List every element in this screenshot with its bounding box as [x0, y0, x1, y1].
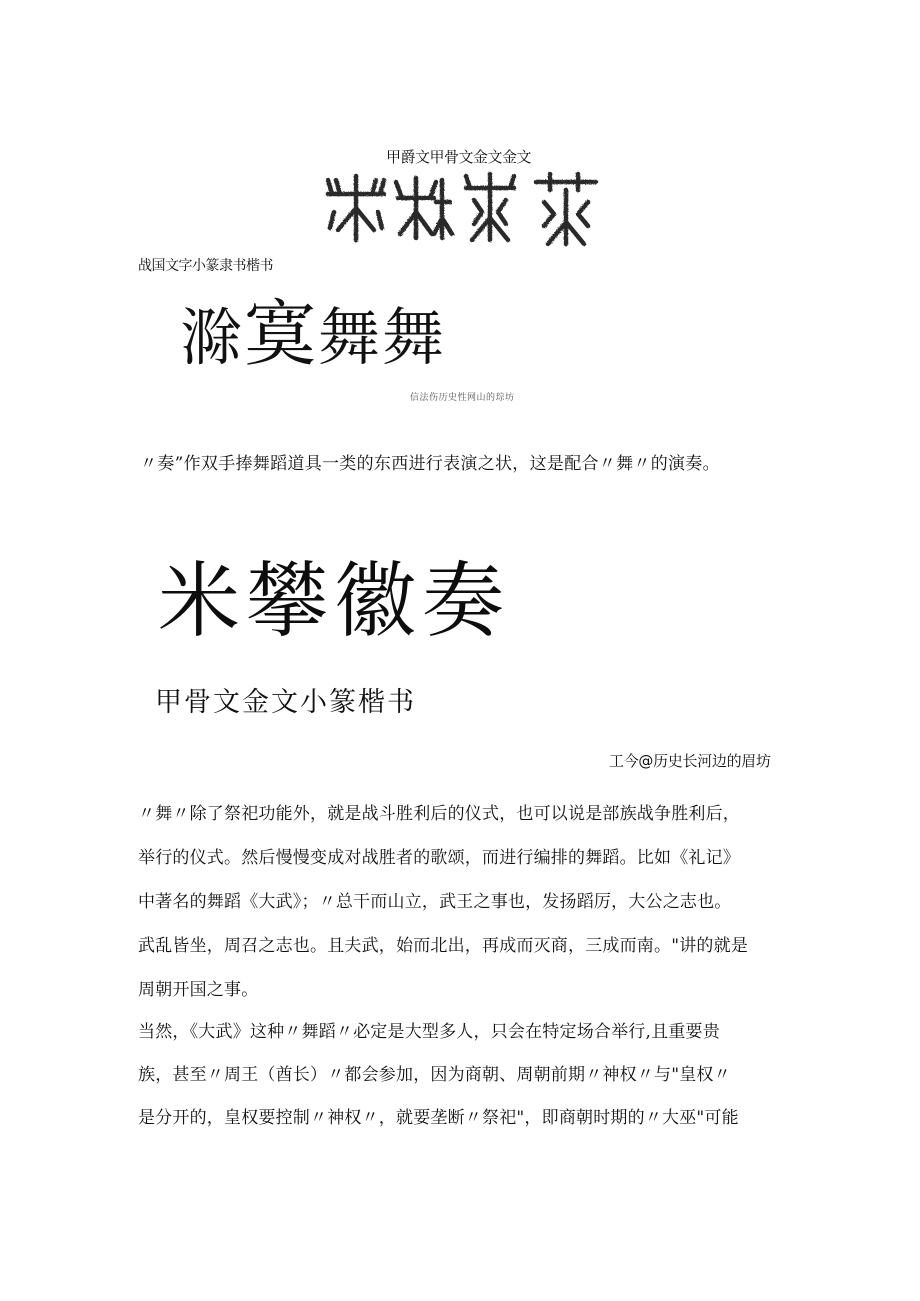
body-text-line: 武乱皆坐，周召之志也。且夫武，始而北出，再成而灭商，三成而南。"讲的就是	[138, 936, 749, 956]
body-text-line: 当然，《大武》这种〃舞蹈〃必定是大型多人，只会在特定场合举行,且重要贵	[138, 1022, 720, 1042]
oracle-bone-glyph-1	[328, 176, 384, 240]
glyph: 舞	[318, 301, 383, 374]
ancient-script-glyphs-drawing	[320, 168, 605, 250]
glyph: 奏	[422, 554, 511, 649]
body-text-line: 族，甚至〃周王（酋长）〃都会参加，因为商朝、周朝前期〃神权〃与"皇权〃	[138, 1065, 731, 1085]
glyph: 寞	[244, 292, 319, 376]
body-text-line: 中著名的舞蹈《大武》；〃总干而山立，武王之事也，发扬蹈厉，大公之志也。	[138, 892, 732, 912]
watermark-small: 信法伤历史性网山的琮坊	[410, 393, 515, 403]
paragraph-zou-description: 〃奏”作双手捧舞蹈道具一类的东西进行表演之状，这是配合〃舞〃的演奏。	[140, 454, 720, 474]
caption-script-names-middle: 战国文字小篆隶书楷书	[138, 258, 273, 274]
ancient-script-glyphs-image	[320, 168, 605, 250]
body-text-line: 〃舞〃除了祭祀功能外，就是战斗胜利后的仪式，也可以说是部族战争胜利后，	[138, 804, 740, 824]
watermark-credit: 工今@历史长河边的眉坊	[609, 752, 771, 770]
glyph-row-zou-evolution	[158, 555, 510, 649]
caption-script-names-bottom: 甲骨文金文小篆楷书	[155, 687, 416, 718]
body-text-line: 举行的仪式。然后慢慢变成对战胜者的歌颂，而进行编排的舞蹈。比如《礼记》	[138, 848, 740, 868]
glyph: 徽	[334, 554, 423, 649]
body-text-line: 是分开的，皇权要控制〃神权〃，就要垄断〃祭祀"，即商朝时期的〃大巫"可能	[138, 1108, 739, 1128]
glyph: 攀	[246, 554, 335, 649]
glyph: 米	[158, 554, 247, 649]
glyph-row-warring-states-to-regular	[180, 292, 447, 376]
glyph: 舞	[382, 301, 447, 374]
body-text-line: 周朝开国之事。	[138, 980, 259, 1000]
caption-script-names-top: 甲爵文甲骨文金文金文	[386, 148, 532, 166]
glyph: 滁	[180, 301, 245, 374]
